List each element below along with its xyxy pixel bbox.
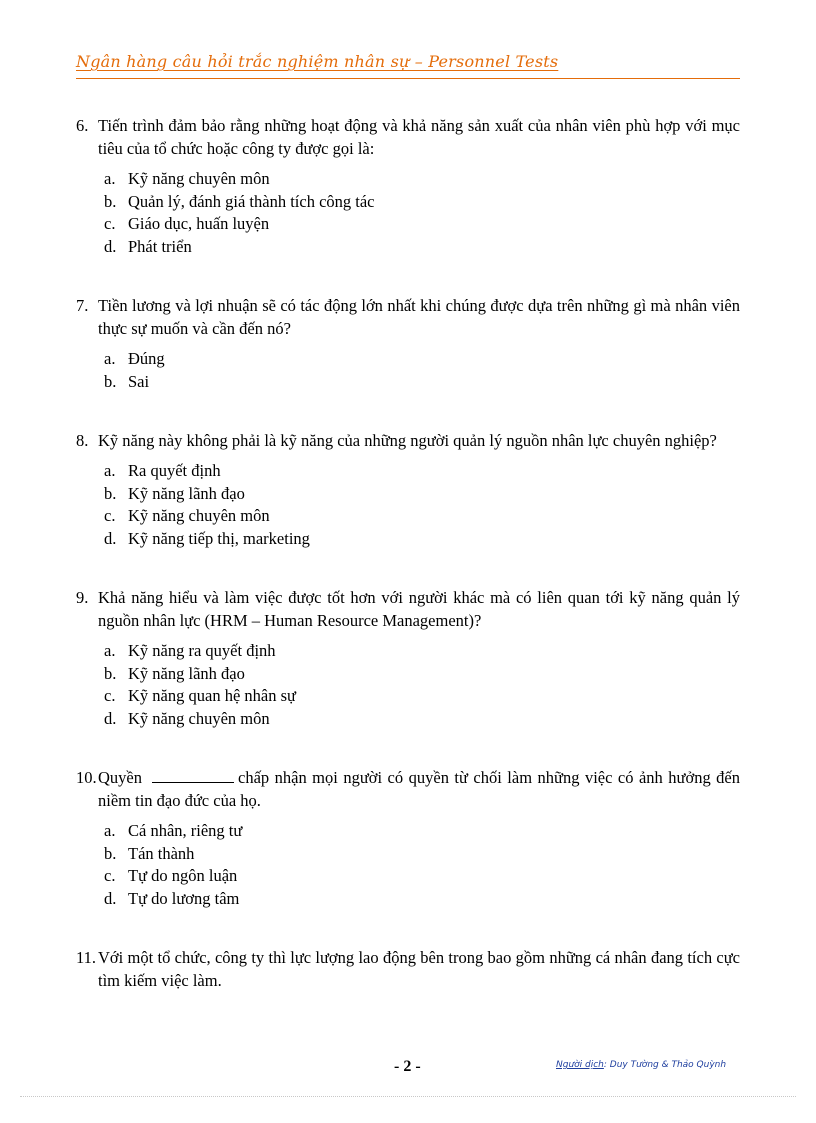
option-list (104, 460, 740, 550)
option-letter: d. (104, 236, 117, 256)
question-11 (76, 946, 740, 992)
question-number: 10. (76, 768, 97, 787)
question-number: 7. (76, 296, 89, 315)
question-number: 8. (76, 431, 89, 450)
option-letter: b. (104, 663, 117, 683)
question-text: Tiến trình đảm bảo rằng những hoạt động và khả năng sản xuất của nhân viên phù hợp với mục tiêu của tổ chức hoặc công ty được gọi là: (98, 116, 740, 158)
question-7 (76, 294, 740, 393)
option-letter: b. (104, 371, 117, 391)
option-letter: a. (104, 821, 116, 840)
option-letter: a. (104, 349, 116, 368)
option-b (104, 371, 740, 394)
question-9 (76, 586, 740, 730)
option-d (104, 528, 740, 551)
option-letter: c. (104, 866, 116, 885)
option-letter: b. (104, 191, 117, 211)
option-text: Ra quyết định (128, 461, 221, 480)
question-text (98, 766, 740, 812)
option-text: Cá nhân, riêng tư (128, 821, 243, 840)
option-a (104, 820, 740, 843)
question-number: 11. (76, 948, 97, 967)
option-b (104, 483, 740, 506)
option-text: Phát triển (128, 236, 192, 256)
fill-in-blank (152, 768, 234, 783)
option-letter: a. (104, 461, 116, 480)
option-list (104, 820, 740, 910)
question-text-before-blank: Quyền (98, 768, 142, 787)
header-divider (76, 78, 740, 79)
option-a (104, 348, 740, 371)
option-text: Đúng (128, 349, 165, 368)
option-c (104, 685, 740, 708)
option-text: Kỹ năng chuyên môn (128, 169, 270, 188)
question-text: Khả năng hiểu và làm việc được tốt hơn với người khác mà có liên quan tới kỹ năng quản lý nguồn nhân lực (HRM – Human Resource Management)? (98, 588, 740, 630)
question-text: Kỹ năng này không phải là kỹ năng của những người quản lý nguồn nhân lực chuyên nghiệp? (98, 431, 717, 450)
option-letter: c. (104, 506, 116, 525)
option-text: Kỹ năng lãnh đạo (128, 483, 245, 503)
translator-credit (556, 1060, 726, 1070)
option-letter: d. (104, 888, 117, 908)
option-list (104, 640, 740, 730)
option-a (104, 168, 740, 191)
question-text: Tiền lương và lợi nhuận sẽ có tác động lớn nhất khi chúng được dựa trên những gì mà nhân viên thực sự muốn và cần đến nó? (98, 296, 740, 338)
option-list (104, 348, 740, 393)
option-text: Giáo dục, huấn luyện (128, 214, 270, 233)
option-b (104, 843, 740, 866)
option-text: Tự do lương tâm (128, 888, 240, 908)
option-text: Kỹ năng quan hệ nhân sự (128, 686, 296, 705)
option-d (104, 236, 740, 259)
question-number: 6. (76, 116, 89, 135)
option-c (104, 505, 740, 528)
page-header-title: Ngân hàng câu hỏi trắc nghiệm nhân sự – Personnel Tests (76, 52, 559, 71)
option-list (104, 168, 740, 258)
question-text: Với một tổ chức, công ty thì lực lượng lao động bên trong bao gồm những cá nhân đang tích cực tìm kiếm việc làm. (98, 948, 740, 990)
page-number: - 2 - (394, 1058, 421, 1075)
page-bottom-divider (20, 1096, 796, 1097)
option-letter: a. (104, 641, 116, 660)
option-text: Tự do ngôn luận (128, 866, 238, 885)
option-letter: a. (104, 169, 116, 188)
option-text: Kỹ năng chuyên môn (128, 708, 270, 728)
option-letter: b. (104, 483, 117, 503)
option-a (104, 640, 740, 663)
option-c (104, 865, 740, 888)
option-letter: d. (104, 708, 117, 728)
option-a (104, 460, 740, 483)
question-list (76, 114, 740, 1028)
option-d (104, 708, 740, 731)
option-b (104, 663, 740, 686)
option-letter: b. (104, 843, 117, 863)
option-letter: c. (104, 686, 116, 705)
option-letter: c. (104, 214, 116, 233)
option-text: Kỹ năng lãnh đạo (128, 663, 245, 683)
option-text: Sai (128, 371, 150, 391)
option-d (104, 888, 740, 911)
option-text: Kỹ năng chuyên môn (128, 506, 270, 525)
question-10 (76, 766, 740, 910)
option-text: Kỹ năng tiếp thị, marketing (128, 528, 310, 548)
translator-label: Người dịch (556, 1060, 604, 1070)
question-8 (76, 429, 740, 550)
question-6 (76, 114, 740, 258)
option-c (104, 213, 740, 236)
question-number: 9. (76, 588, 89, 607)
option-text: Kỹ năng ra quyết định (128, 641, 276, 660)
option-letter: d. (104, 528, 117, 548)
option-text: Tán thành (128, 843, 195, 863)
option-text: Quản lý, đánh giá thành tích công tác (128, 191, 375, 211)
translator-names: : Duy Tường & Thảo Quỳnh (603, 1060, 727, 1070)
question-text-after-blank: chấp nhận mọi người có quyền từ chối làm những việc có ảnh hưởng đến niềm tin đạo đức của họ. (98, 768, 740, 810)
option-b (104, 191, 740, 214)
